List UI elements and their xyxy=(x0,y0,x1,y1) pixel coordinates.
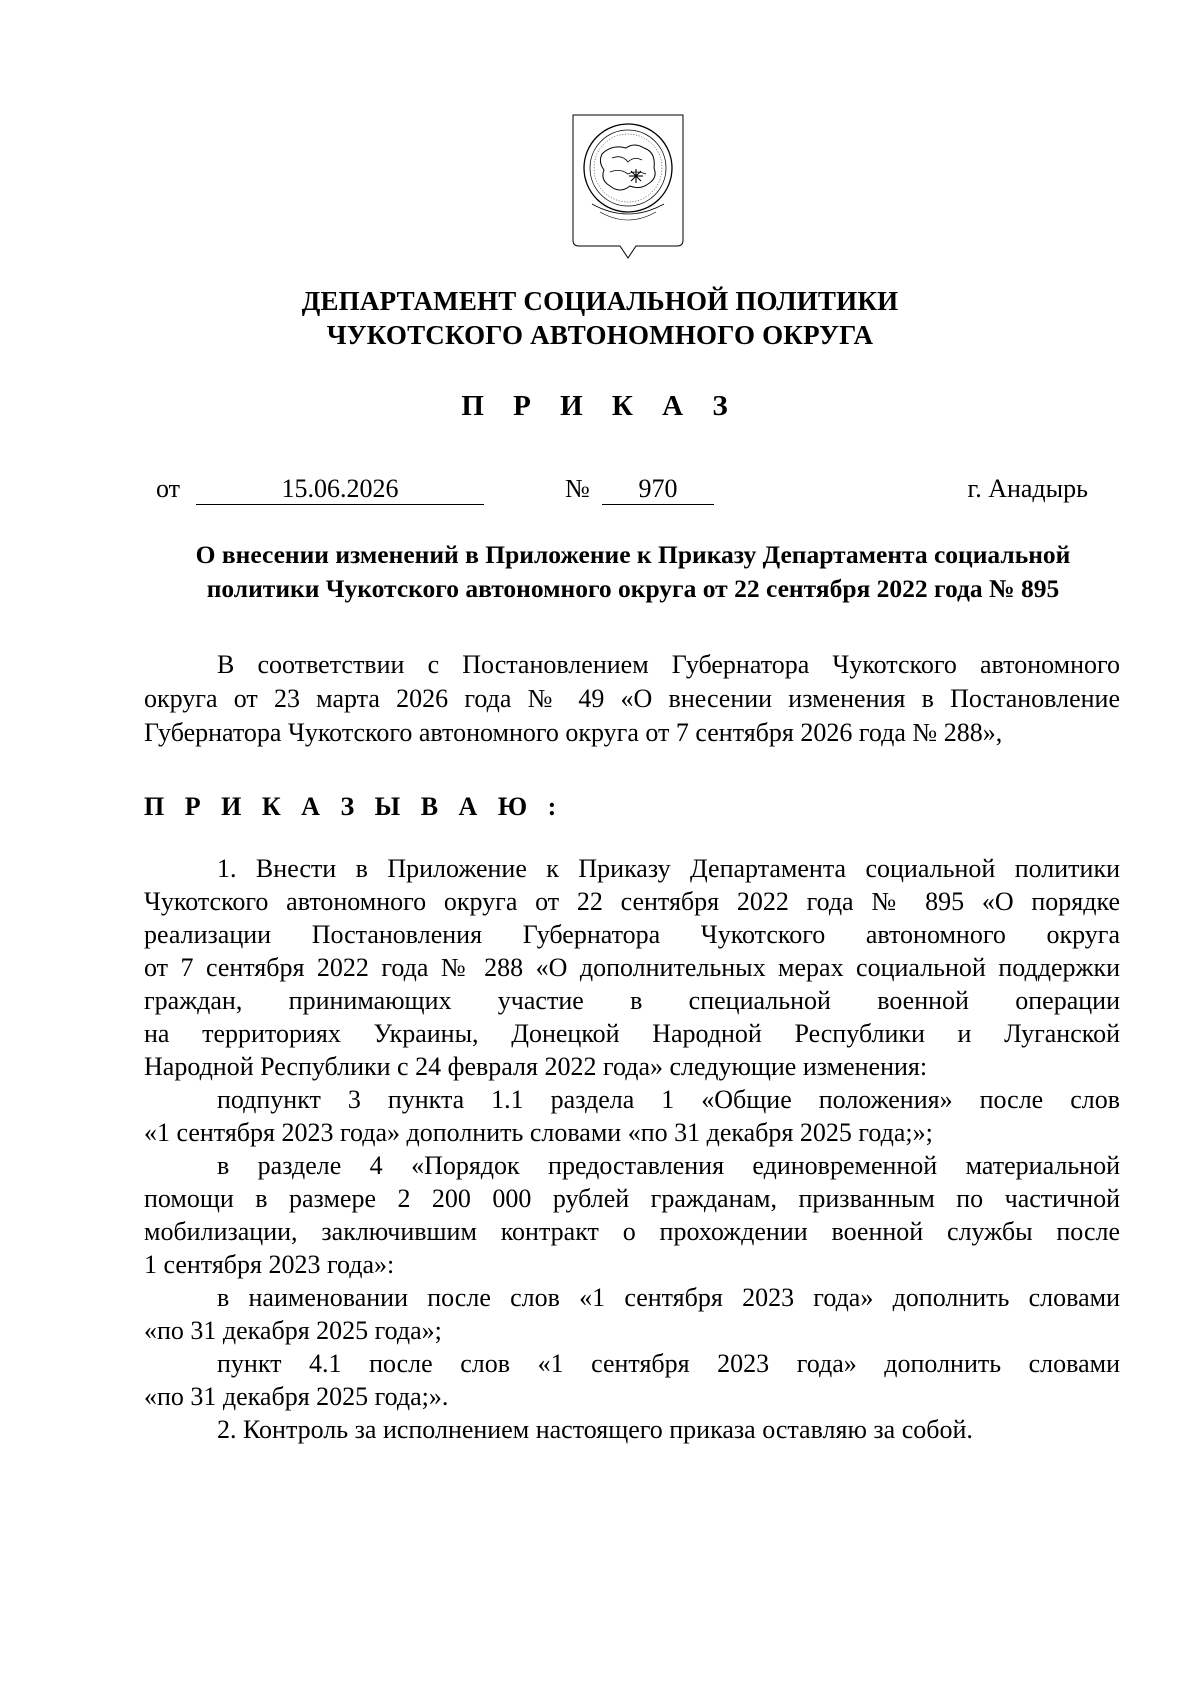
body-line: от 7 сентября 2022 года № 288 «О дополнительных мерах социальной поддержки xyxy=(144,953,1120,982)
organization-name-line-1: ДЕПАРТАМЕНТ СОЦИАЛЬНОЙ ПОЛИТИКИ xyxy=(301,286,899,316)
body-line: Чукотского автономного округа от 22 сентября 2022 года № 895 «О порядке xyxy=(144,887,1120,916)
body-line: подпункт 3 пункта 1.1 раздела 1 «Общие положения» после слов xyxy=(217,1085,1120,1114)
body-line: 1. Внести в Приложение к Приказу Департамента социальной политики xyxy=(217,854,1120,883)
body-line: Народной Республики с 24 февраля 2022 года» следующие изменения: xyxy=(144,1052,928,1081)
body-line: в разделе 4 «Порядок предоставления единовременной материальной xyxy=(217,1151,1120,1180)
number-sign: № xyxy=(565,474,590,503)
order-title-line-1: О внесении изменений в Приложение к Приказу Департамента социальной xyxy=(195,540,1071,569)
body-line: реализации Постановления Губернатора Чукотского автономного округа xyxy=(144,920,1120,949)
body-line: 2. Контроль за исполнением настоящего приказа оставляю за собой. xyxy=(217,1415,973,1444)
order-date: 15.06.2026 xyxy=(196,474,484,505)
body-line: помощи в размере 2 200 000 рублей гражданам, призванным по частичной xyxy=(144,1184,1120,1213)
body-line: граждан, принимающих участие в специальной военной операции xyxy=(144,986,1120,1015)
body-line: в наименовании после слов «1 сентября 2023 года» дополнить словами xyxy=(217,1283,1120,1312)
body-line: мобилизации, заключившим контракт о прохождении военной службы после xyxy=(144,1217,1120,1246)
date-prefix: от xyxy=(156,474,181,503)
organization-name-line-2: ЧУКОТСКОГО АВТОНОМНОГО ОКРУГА xyxy=(326,320,874,350)
order-directive-heading: П Р И К А З Ы В А Ю : xyxy=(144,792,564,821)
body-line: 1 сентября 2023 года»: xyxy=(144,1250,395,1279)
order-number: 970 xyxy=(602,474,714,505)
body-line: пункт 4.1 после слов «1 сентября 2023 года» дополнить словами xyxy=(217,1349,1120,1378)
coat-of-arms-emblem xyxy=(570,112,686,266)
preamble-line: округа от 23 марта 2026 года № 49 «О внесении изменения в Постановление xyxy=(144,684,1120,713)
preamble-line: В соответствии с Постановлением Губернатора Чукотского автономного xyxy=(217,650,1120,679)
body-line: «1 сентября 2023 года» дополнить словами «по 31 декабря 2025 года;»; xyxy=(144,1118,933,1147)
city: г. Анадырь xyxy=(967,474,1088,503)
body-line: «по 31 декабря 2025 года;». xyxy=(144,1382,449,1411)
document-type-heading: П Р И К А З xyxy=(461,390,739,422)
preamble-line: Губернатора Чукотского автономного округа от 7 сентября 2026 года № 288», xyxy=(144,718,1003,747)
body-line: на территориях Украины, Донецкой Народной Республики и Луганской xyxy=(144,1019,1120,1048)
order-title-line-2: политики Чукотского автономного округа от 22 сентября 2022 года № 895 xyxy=(206,574,1060,603)
body-line: «по 31 декабря 2025 года»; xyxy=(144,1316,442,1345)
